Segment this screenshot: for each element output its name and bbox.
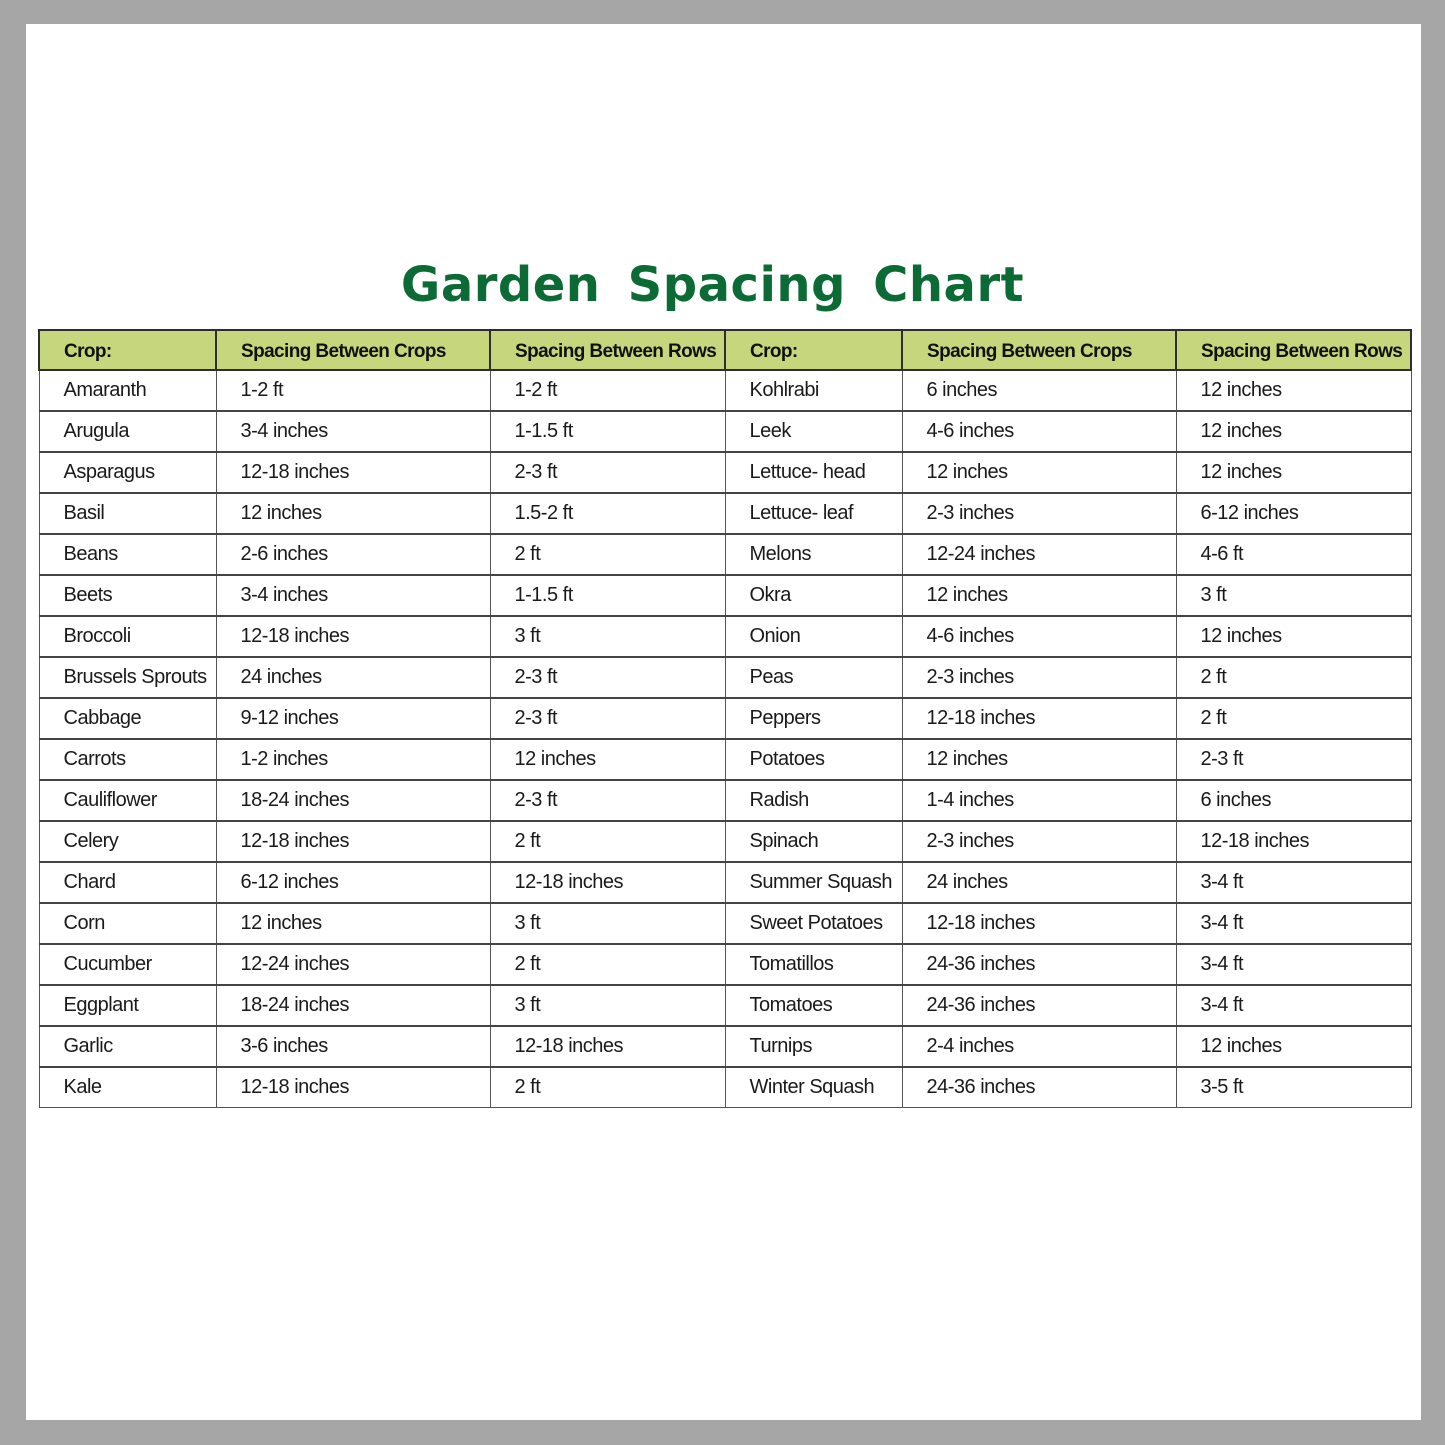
table-row bbox=[725, 575, 1411, 616]
cell-spacing-between-rows: 2 ft bbox=[490, 821, 725, 862]
table-row bbox=[725, 944, 1411, 985]
cell-spacing-between-crops: 6 inches bbox=[902, 370, 1176, 411]
cell-spacing-between-crops: 12-18 inches bbox=[902, 903, 1176, 944]
table-header-row bbox=[39, 330, 725, 370]
cell-crop: Sweet Potatoes bbox=[725, 903, 902, 944]
table-body-right bbox=[725, 370, 1411, 1108]
cell-spacing-between-crops: 12-24 inches bbox=[216, 944, 490, 985]
table-row bbox=[725, 698, 1411, 739]
cell-crop: Brussels Sprouts bbox=[39, 657, 216, 698]
table-row bbox=[39, 493, 725, 534]
table-row bbox=[725, 411, 1411, 452]
cell-spacing-between-rows: 1-1.5 ft bbox=[490, 411, 725, 452]
cell-crop: Summer Squash bbox=[725, 862, 902, 903]
cell-crop: Kohlrabi bbox=[725, 370, 902, 411]
header-crop: Crop: bbox=[725, 330, 902, 370]
table-row bbox=[39, 575, 725, 616]
cell-spacing-between-crops: 12-18 inches bbox=[216, 1067, 490, 1108]
cell-spacing-between-crops: 12-18 inches bbox=[216, 616, 490, 657]
spacing-table-right bbox=[724, 329, 1412, 1108]
cell-spacing-between-rows: 1-1.5 ft bbox=[490, 575, 725, 616]
cell-crop: Radish bbox=[725, 780, 902, 821]
cell-spacing-between-rows: 2 ft bbox=[1176, 657, 1411, 698]
spacing-table-left bbox=[38, 329, 726, 1108]
cell-spacing-between-crops: 2-4 inches bbox=[902, 1026, 1176, 1067]
cell-spacing-between-crops: 12 inches bbox=[902, 575, 1176, 616]
cell-spacing-between-rows: 2 ft bbox=[490, 1067, 725, 1108]
cell-crop: Garlic bbox=[39, 1026, 216, 1067]
table-row bbox=[39, 1026, 725, 1067]
cell-spacing-between-crops: 12-18 inches bbox=[216, 452, 490, 493]
cell-spacing-between-crops: 24 inches bbox=[902, 862, 1176, 903]
table-row bbox=[725, 534, 1411, 575]
table-row bbox=[725, 780, 1411, 821]
cell-crop: Corn bbox=[39, 903, 216, 944]
cell-spacing-between-rows: 12-18 inches bbox=[1176, 821, 1411, 862]
cell-spacing-between-crops: 1-2 ft bbox=[216, 370, 490, 411]
cell-spacing-between-crops: 24 inches bbox=[216, 657, 490, 698]
cell-crop: Cucumber bbox=[39, 944, 216, 985]
table-row bbox=[39, 698, 725, 739]
table-row bbox=[39, 739, 725, 780]
cell-spacing-between-crops: 2-3 inches bbox=[902, 493, 1176, 534]
table-row bbox=[725, 1026, 1411, 1067]
cell-spacing-between-crops: 24-36 inches bbox=[902, 1067, 1176, 1108]
cell-spacing-between-rows: 3-4 ft bbox=[1176, 985, 1411, 1026]
table-row bbox=[39, 657, 725, 698]
cell-spacing-between-rows: 1.5-2 ft bbox=[490, 493, 725, 534]
cell-spacing-between-crops: 2-6 inches bbox=[216, 534, 490, 575]
table-row bbox=[39, 780, 725, 821]
cell-crop: Arugula bbox=[39, 411, 216, 452]
table-row bbox=[39, 616, 725, 657]
cell-spacing-between-rows: 3 ft bbox=[490, 616, 725, 657]
cell-spacing-between-rows: 1-2 ft bbox=[490, 370, 725, 411]
cell-spacing-between-rows: 3-4 ft bbox=[1176, 903, 1411, 944]
table-row bbox=[725, 370, 1411, 411]
cell-spacing-between-rows: 3-4 ft bbox=[1176, 862, 1411, 903]
cell-crop: Spinach bbox=[725, 821, 902, 862]
cell-spacing-between-crops: 12-18 inches bbox=[902, 698, 1176, 739]
cell-spacing-between-rows: 3-5 ft bbox=[1176, 1067, 1411, 1108]
cell-spacing-between-rows: 12 inches bbox=[1176, 452, 1411, 493]
cell-spacing-between-rows: 3-4 ft bbox=[1176, 944, 1411, 985]
table-row bbox=[39, 534, 725, 575]
cell-crop: Turnips bbox=[725, 1026, 902, 1067]
table-row bbox=[39, 862, 725, 903]
cell-crop: Peas bbox=[725, 657, 902, 698]
cell-spacing-between-crops: 24-36 inches bbox=[902, 944, 1176, 985]
cell-crop: Eggplant bbox=[39, 985, 216, 1026]
cell-spacing-between-crops: 4-6 inches bbox=[902, 411, 1176, 452]
cell-spacing-between-rows: 2-3 ft bbox=[1176, 739, 1411, 780]
cell-spacing-between-rows: 2 ft bbox=[490, 534, 725, 575]
cell-spacing-between-rows: 3 ft bbox=[1176, 575, 1411, 616]
cell-spacing-between-rows: 2 ft bbox=[1176, 698, 1411, 739]
cell-crop: Lettuce- head bbox=[725, 452, 902, 493]
cell-spacing-between-rows: 2-3 ft bbox=[490, 698, 725, 739]
table-header-row bbox=[725, 330, 1411, 370]
table-row bbox=[725, 616, 1411, 657]
table-row bbox=[725, 739, 1411, 780]
page-title: Garden Spacing Chart bbox=[400, 257, 1025, 313]
cell-crop: Beans bbox=[39, 534, 216, 575]
header-spacing-between-crops: Spacing Between Crops bbox=[902, 330, 1176, 370]
header-spacing-between-rows: Spacing Between Rows bbox=[1176, 330, 1411, 370]
cell-crop: Carrots bbox=[39, 739, 216, 780]
cell-spacing-between-crops: 1-4 inches bbox=[902, 780, 1176, 821]
table-row bbox=[39, 1067, 725, 1108]
table-row bbox=[39, 985, 725, 1026]
table-row bbox=[725, 452, 1411, 493]
cell-spacing-between-crops: 12-18 inches bbox=[216, 821, 490, 862]
table-row bbox=[725, 1067, 1411, 1108]
cell-crop: Amaranth bbox=[39, 370, 216, 411]
cell-spacing-between-rows: 12 inches bbox=[1176, 370, 1411, 411]
table-row bbox=[725, 862, 1411, 903]
table-row bbox=[725, 985, 1411, 1026]
cell-crop: Celery bbox=[39, 821, 216, 862]
cell-spacing-between-crops: 3-4 inches bbox=[216, 575, 490, 616]
cell-spacing-between-rows: 6-12 inches bbox=[1176, 493, 1411, 534]
header-spacing-between-rows: Spacing Between Rows bbox=[490, 330, 725, 370]
table-row bbox=[725, 493, 1411, 534]
table-row bbox=[39, 944, 725, 985]
cell-crop: Onion bbox=[725, 616, 902, 657]
cell-crop: Potatoes bbox=[725, 739, 902, 780]
cell-spacing-between-rows: 2 ft bbox=[490, 944, 725, 985]
cell-crop: Basil bbox=[39, 493, 216, 534]
cell-spacing-between-crops: 9-12 inches bbox=[216, 698, 490, 739]
cell-spacing-between-rows: 12 inches bbox=[1176, 1026, 1411, 1067]
cell-spacing-between-crops: 12-24 inches bbox=[902, 534, 1176, 575]
cell-spacing-between-crops: 24-36 inches bbox=[902, 985, 1176, 1026]
table-row bbox=[39, 370, 725, 411]
table-body-left bbox=[39, 370, 725, 1108]
cell-crop: Leek bbox=[725, 411, 902, 452]
cell-spacing-between-crops: 18-24 inches bbox=[216, 780, 490, 821]
cell-spacing-between-crops: 12 inches bbox=[216, 903, 490, 944]
header-crop: Crop: bbox=[39, 330, 216, 370]
table-row bbox=[725, 903, 1411, 944]
cell-crop: Chard bbox=[39, 862, 216, 903]
cell-spacing-between-crops: 12 inches bbox=[216, 493, 490, 534]
cell-spacing-between-rows: 3 ft bbox=[490, 903, 725, 944]
cell-crop: Peppers bbox=[725, 698, 902, 739]
cell-crop: Cauliflower bbox=[39, 780, 216, 821]
cell-spacing-between-rows: 2-3 ft bbox=[490, 452, 725, 493]
cell-crop: Okra bbox=[725, 575, 902, 616]
cell-spacing-between-crops: 3-6 inches bbox=[216, 1026, 490, 1067]
cell-crop: Lettuce- leaf bbox=[725, 493, 902, 534]
cell-spacing-between-crops: 12 inches bbox=[902, 452, 1176, 493]
cell-spacing-between-crops: 2-3 inches bbox=[902, 657, 1176, 698]
cell-crop: Asparagus bbox=[39, 452, 216, 493]
cell-spacing-between-crops: 2-3 inches bbox=[902, 821, 1176, 862]
cell-spacing-between-crops: 6-12 inches bbox=[216, 862, 490, 903]
table-row bbox=[39, 452, 725, 493]
cell-spacing-between-crops: 3-4 inches bbox=[216, 411, 490, 452]
cell-spacing-between-rows: 6 inches bbox=[1176, 780, 1411, 821]
header-spacing-between-crops: Spacing Between Crops bbox=[216, 330, 490, 370]
cell-spacing-between-rows: 12 inches bbox=[490, 739, 725, 780]
cell-crop: Tomatoes bbox=[725, 985, 902, 1026]
cell-spacing-between-rows: 12-18 inches bbox=[490, 1026, 725, 1067]
cell-crop: Cabbage bbox=[39, 698, 216, 739]
cell-spacing-between-crops: 18-24 inches bbox=[216, 985, 490, 1026]
cell-spacing-between-rows: 2-3 ft bbox=[490, 657, 725, 698]
cell-crop: Broccoli bbox=[39, 616, 216, 657]
cell-crop: Melons bbox=[725, 534, 902, 575]
cell-spacing-between-rows: 2-3 ft bbox=[490, 780, 725, 821]
cell-spacing-between-crops: 12 inches bbox=[902, 739, 1176, 780]
cell-spacing-between-crops: 1-2 inches bbox=[216, 739, 490, 780]
cell-crop: Winter Squash bbox=[725, 1067, 902, 1108]
table-row bbox=[39, 411, 725, 452]
cell-spacing-between-rows: 3 ft bbox=[490, 985, 725, 1026]
cell-spacing-between-rows: 4-6 ft bbox=[1176, 534, 1411, 575]
cell-spacing-between-rows: 12-18 inches bbox=[490, 862, 725, 903]
cell-crop: Beets bbox=[39, 575, 216, 616]
table-row bbox=[725, 657, 1411, 698]
table-row bbox=[39, 821, 725, 862]
table-row bbox=[725, 821, 1411, 862]
table-row bbox=[39, 903, 725, 944]
cell-spacing-between-rows: 12 inches bbox=[1176, 616, 1411, 657]
cell-crop: Tomatillos bbox=[725, 944, 902, 985]
cell-spacing-between-rows: 12 inches bbox=[1176, 411, 1411, 452]
cell-crop: Kale bbox=[39, 1067, 216, 1108]
cell-spacing-between-crops: 4-6 inches bbox=[902, 616, 1176, 657]
